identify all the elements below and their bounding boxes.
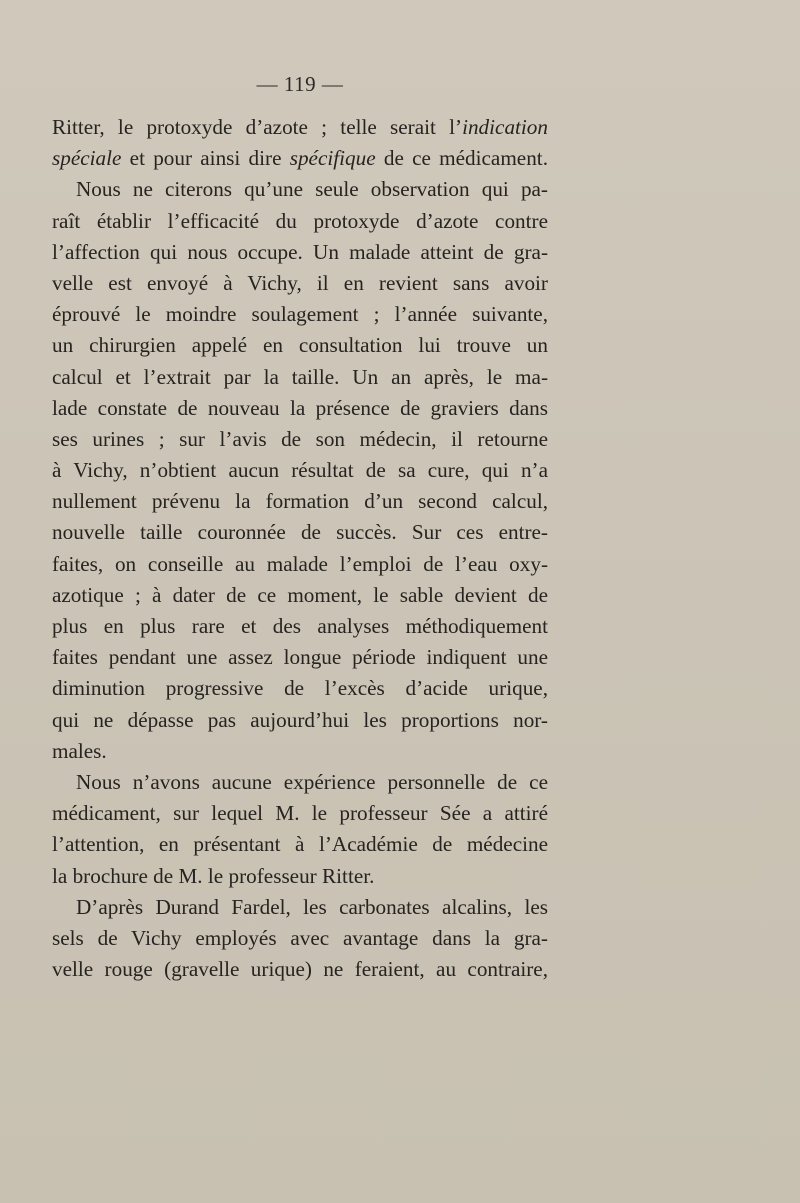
text-line: azotique ; à dater de ce moment, le sable devient de — [52, 582, 548, 607]
text-line: un chirurgien appelé en consultation lui trouve un — [52, 333, 548, 358]
text-line: la brochure de M. le professeur Ritter. — [52, 863, 375, 888]
text-line: raît établir l’efficacité du protoxyde d’azote contre — [52, 208, 548, 233]
text-line: médicament, sur lequel M. le professeur Sée a attiré — [52, 801, 548, 826]
text-line: ses urines ; sur l’avis de son médecin, il retourne — [52, 426, 548, 451]
body-text — [52, 112, 548, 985]
text-line: qui ne dépasse pas aujourd’hui les proportions nor- — [52, 707, 548, 732]
text-line: Nous ne citerons qu’une seule observation qui pa- — [76, 177, 548, 202]
text-line: plus en plus rare et des analyses méthodiquement — [52, 614, 548, 638]
text-line: D’après Durand Fardel, les carbonates alcalins, les — [76, 894, 548, 919]
text-line: faites pendant une assez longue période indiquent une — [52, 645, 548, 670]
text-line: Ritter, le protoxyde d’azote ; telle serait l’indication — [52, 115, 548, 139]
text-line: velle est envoyé à Vichy, il en revient sans avoir — [52, 270, 548, 295]
text-line: Nous n’avons aucune expérience personnelle de ce — [76, 769, 548, 794]
page-number: — 119 — — [256, 72, 344, 96]
text-line: nullement prévenu la formation d’un second calcul, — [52, 489, 548, 514]
text-line: éprouvé le moindre soulagement ; l’année suivante, — [52, 302, 548, 327]
text-line: males. — [52, 738, 107, 763]
text-line: sels de Vichy employés avec avantage dans la gra- — [52, 925, 548, 950]
text-line: l’attention, en présentant à l’Académie de médecine — [52, 832, 548, 857]
text-line: à Vichy, n’obtient aucun résultat de sa cure, qui n’a — [52, 458, 548, 483]
text-line: diminution progressive de l’excès d’acide urique, — [52, 676, 548, 701]
text-line: nouvelle taille couronnée de succès. Sur ces entre- — [52, 520, 548, 545]
text-line: calcul et l’extrait par la taille. Un an après, le ma- — [52, 364, 548, 389]
text-line: lade constate de nouveau la présence de graviers dans — [52, 395, 548, 420]
text-line: faites, on conseille au malade l’emploi de l’eau oxy- — [52, 551, 548, 576]
text-line: l’affection qui nous occupe. Un malade atteint de gra- — [52, 239, 548, 264]
text-line: velle rouge (gravelle urique) ne feraient, au contraire, — [52, 957, 548, 982]
text-line: spéciale et pour ainsi dire spécifique de ce médicament. — [52, 146, 548, 171]
